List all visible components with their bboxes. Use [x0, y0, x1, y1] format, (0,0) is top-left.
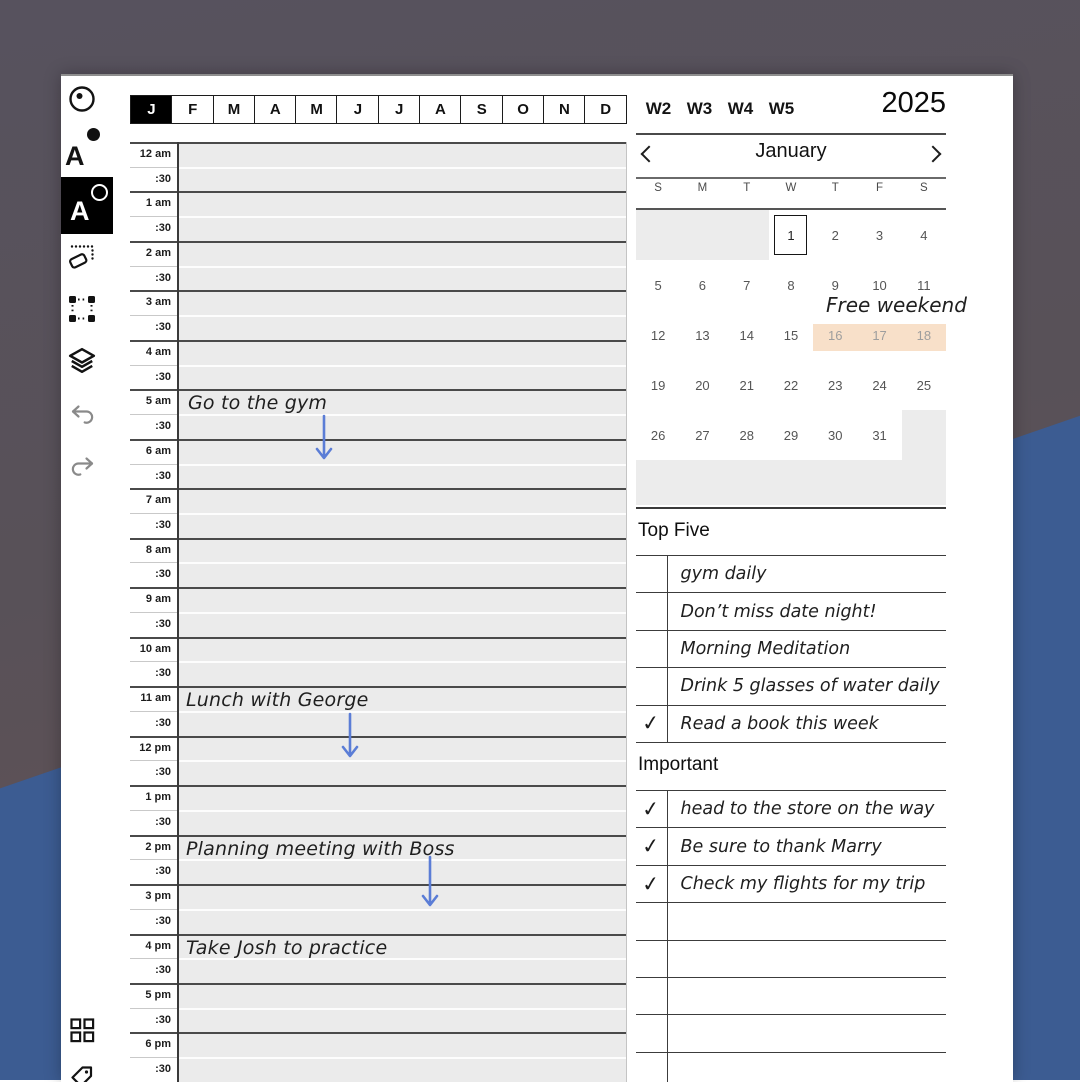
day-header: T: [725, 182, 769, 194]
time-slot-row: [130, 464, 627, 489]
todo-row[interactable]: [636, 592, 946, 629]
calendar-day-empty: [636, 210, 680, 260]
handwritten-event[interactable]: [188, 392, 327, 414]
todo-row[interactable]: [636, 790, 946, 827]
compass-tool-icon[interactable]: [68, 85, 96, 113]
todo-row[interactable]: [636, 705, 946, 742]
pen-color-dot-icon: [87, 128, 100, 141]
time-slot-row: [130, 488, 627, 513]
day-header: S: [902, 182, 946, 194]
todo-text: Check my flights for my trip: [668, 866, 926, 902]
todo-checkbox[interactable]: [636, 1015, 668, 1051]
time-label: :30: [130, 266, 177, 291]
todo-checkbox[interactable]: [636, 631, 668, 667]
calendar-day-11[interactable]: 11: [902, 260, 946, 310]
month-tab-may[interactable]: M: [295, 95, 338, 124]
todo-row[interactable]: [636, 630, 946, 667]
right-panel: [636, 76, 946, 1082]
time-label: 2 pm: [130, 835, 177, 860]
time-cell[interactable]: [177, 711, 627, 736]
chevron-right-icon: [925, 146, 942, 163]
todo-text: gym daily: [668, 556, 767, 592]
time-slot-row: [130, 439, 627, 464]
calendar-day-20[interactable]: 20: [680, 360, 724, 410]
todo-checkbox[interactable]: [636, 903, 668, 939]
time-slot-row: [130, 191, 627, 216]
time-cell[interactable]: [177, 983, 627, 1008]
time-cell[interactable]: [177, 785, 627, 810]
time-label: :30: [130, 562, 177, 587]
calendar-day-10[interactable]: 10: [857, 260, 901, 310]
time-slot-row: [130, 290, 627, 315]
todo-text: Morning Meditation: [668, 631, 851, 667]
todo-text: [668, 941, 681, 977]
time-slot-row: [130, 241, 627, 266]
time-slot-row: [130, 216, 627, 241]
time-cell[interactable]: [177, 414, 627, 439]
time-cell[interactable]: [177, 538, 627, 563]
handwritten-event[interactable]: [186, 937, 387, 959]
time-slot-row: [130, 785, 627, 810]
time-slot-row: [130, 909, 627, 934]
next-month-button[interactable]: [922, 145, 944, 163]
calendar-day-3[interactable]: 3: [857, 210, 901, 260]
time-label: 12 am: [130, 142, 177, 167]
todo-row-empty[interactable]: [636, 902, 946, 939]
highlighter-tool-selected-icon[interactable]: A: [61, 177, 113, 234]
calendar-day-14[interactable]: 14: [725, 310, 769, 360]
check-icon: ✓: [641, 835, 661, 858]
time-slot-row: [130, 637, 627, 662]
todo-row-empty[interactable]: [636, 977, 946, 1014]
month-tab-jan[interactable]: J: [130, 95, 173, 124]
calendar-month-title: January: [636, 140, 946, 163]
time-cell[interactable]: [177, 1057, 627, 1082]
handwritten-event[interactable]: [186, 689, 369, 711]
calendar-day-24[interactable]: 24: [857, 360, 901, 410]
time-slot-row: [130, 538, 627, 563]
calendar-day-8[interactable]: 8: [769, 260, 813, 310]
calendar-day-25[interactable]: 25: [902, 360, 946, 410]
calendar-day-6[interactable]: 6: [680, 260, 724, 310]
time-label: :30: [130, 958, 177, 983]
time-label: 1 pm: [130, 785, 177, 810]
redo-icon[interactable]: [69, 455, 96, 476]
divider: [636, 177, 946, 179]
time-cell[interactable]: [177, 909, 627, 934]
calendar-trailing-gray-row: [636, 460, 946, 505]
time-label: 6 pm: [130, 1032, 177, 1057]
month-tab-jun[interactable]: J: [336, 95, 379, 124]
calendar-day-5[interactable]: 5: [636, 260, 680, 310]
time-label: :30: [130, 810, 177, 835]
time-slot-row: [130, 340, 627, 365]
calendar-day-empty: [725, 210, 769, 260]
calendar-day-26[interactable]: 26: [636, 410, 680, 460]
important-title: Important: [638, 754, 718, 776]
week-tab-w3[interactable]: W3: [679, 96, 720, 122]
time-label: :30: [130, 1057, 177, 1082]
arrow-down-icon[interactable]: [419, 855, 441, 909]
time-label: :30: [130, 315, 177, 340]
todo-text: [668, 1053, 681, 1082]
time-label: :30: [130, 513, 177, 538]
time-cell[interactable]: [177, 464, 627, 489]
time-cell[interactable]: [177, 562, 627, 587]
calendar-day-headers: [636, 182, 946, 194]
month-tab-apr[interactable]: A: [254, 95, 297, 124]
todo-row[interactable]: [636, 667, 946, 704]
time-slot-row: [130, 167, 627, 192]
time-slot-row: [130, 365, 627, 390]
month-tab-feb[interactable]: F: [171, 95, 214, 124]
calendar-day-13[interactable]: 13: [680, 310, 724, 360]
month-tabs: [130, 95, 627, 124]
day-header: W: [769, 182, 813, 194]
toolbar-sidebar: [61, 76, 130, 1082]
time-cell[interactable]: [177, 167, 627, 192]
todo-checkbox[interactable]: [636, 828, 668, 864]
arrow-down-icon[interactable]: [339, 712, 361, 760]
day-header: T: [813, 182, 857, 194]
divider: [636, 507, 946, 509]
time-slot-row: [130, 513, 627, 538]
todo-checkbox[interactable]: [636, 706, 668, 742]
calendar-day-31[interactable]: 31: [857, 410, 901, 460]
calendar-day-4[interactable]: 4: [902, 210, 946, 260]
time-cell[interactable]: [177, 191, 627, 216]
calendar-day-15[interactable]: 15: [769, 310, 813, 360]
time-label: :30: [130, 464, 177, 489]
calendar-day-22[interactable]: 22: [769, 360, 813, 410]
time-cell[interactable]: [177, 661, 627, 686]
free-weekend-note[interactable]: Free weekend: [826, 293, 967, 317]
todo-row[interactable]: [636, 555, 946, 592]
page-grid-icon[interactable]: [70, 1018, 95, 1043]
today-box: 1: [774, 215, 807, 255]
time-slot-row: [130, 711, 627, 736]
check-icon: ✓: [641, 873, 661, 896]
todo-checkbox[interactable]: [636, 941, 668, 977]
time-slot-row: [130, 810, 627, 835]
month-tab-mar[interactable]: M: [213, 95, 256, 124]
day-header: M: [680, 182, 724, 194]
time-cell[interactable]: [177, 266, 627, 291]
todo-checkbox[interactable]: [636, 556, 668, 592]
time-label: 11 am: [130, 686, 177, 711]
time-label: :30: [130, 909, 177, 934]
event-text: Planning meeting with Boss: [186, 838, 455, 860]
time-label: 5 am: [130, 389, 177, 414]
highlighter-color-ring-icon: [91, 184, 108, 201]
calendar-day-7[interactable]: 7: [725, 260, 769, 310]
time-slot-row: [130, 661, 627, 686]
divider: [636, 133, 946, 135]
event-text: Take Josh to practice: [186, 937, 387, 959]
todo-row-empty[interactable]: [636, 940, 946, 977]
time-cell[interactable]: [177, 241, 627, 266]
time-label: 6 am: [130, 439, 177, 464]
time-cell[interactable]: [177, 1008, 627, 1033]
handwritten-event[interactable]: [186, 838, 455, 860]
time-cell[interactable]: [177, 488, 627, 513]
time-cell[interactable]: [177, 760, 627, 785]
calendar-day-12[interactable]: 12: [636, 310, 680, 360]
week-tab-w2[interactable]: W2: [638, 96, 679, 122]
todo-row[interactable]: [636, 827, 946, 864]
todo-text: Don’t miss date night!: [668, 593, 877, 629]
todo-checkbox[interactable]: [636, 1053, 668, 1082]
time-cell[interactable]: [177, 513, 627, 538]
calendar-day-1[interactable]: [769, 210, 813, 260]
time-slot-row: [130, 315, 627, 340]
time-cell[interactable]: [177, 142, 627, 167]
time-label: :30: [130, 216, 177, 241]
todo-row-empty[interactable]: [636, 1014, 946, 1051]
top-five-title: Top Five: [638, 520, 710, 542]
time-label: :30: [130, 760, 177, 785]
time-label: 12 pm: [130, 736, 177, 761]
calendar-day-29[interactable]: 29: [769, 410, 813, 460]
check-icon: ✓: [641, 798, 661, 821]
time-cell[interactable]: [177, 958, 627, 983]
mini-calendar: [636, 210, 946, 460]
month-tab-oct[interactable]: O: [502, 95, 545, 124]
time-label: 5 pm: [130, 983, 177, 1008]
time-slot-row: [130, 1008, 627, 1033]
time-slot-row: [130, 859, 627, 884]
time-label: 2 am: [130, 241, 177, 266]
time-slot-row: [130, 414, 627, 439]
year-label: 2025: [881, 87, 946, 120]
time-cell[interactable]: [177, 1032, 627, 1057]
month-tab-dec[interactable]: D: [584, 95, 627, 124]
calendar-day-9[interactable]: 9: [813, 260, 857, 310]
calendar-day-28[interactable]: 28: [725, 410, 769, 460]
selection-tool-icon[interactable]: [69, 296, 95, 322]
time-slot-row: [130, 142, 627, 167]
calendar-day-21[interactable]: 21: [725, 360, 769, 410]
time-cell[interactable]: [177, 859, 627, 884]
day-header: F: [857, 182, 901, 194]
todo-row-empty[interactable]: [636, 1052, 946, 1082]
time-label: :30: [130, 414, 177, 439]
top-five-list: [636, 555, 946, 743]
week-tab-w5[interactable]: W5: [761, 96, 802, 122]
calendar-day-27[interactable]: 27: [680, 410, 724, 460]
todo-checkbox[interactable]: [636, 978, 668, 1014]
event-text: Go to the gym: [188, 392, 327, 414]
time-slot-row: [130, 1057, 627, 1082]
time-cell[interactable]: [177, 439, 627, 464]
arrow-down-icon[interactable]: [313, 414, 335, 462]
eraser-tool-icon[interactable]: [69, 244, 95, 270]
planner-app-window: [61, 74, 1013, 1082]
time-cell[interactable]: [177, 884, 627, 909]
tag-icon[interactable]: [69, 1064, 95, 1082]
calendar-day-empty: [902, 410, 946, 460]
time-label: 10 am: [130, 637, 177, 662]
time-label: :30: [130, 1008, 177, 1033]
month-tab-nov[interactable]: N: [543, 95, 586, 124]
time-label: :30: [130, 167, 177, 192]
time-slot-row: [130, 983, 627, 1008]
calendar-day-2[interactable]: 2: [813, 210, 857, 260]
event-text: Lunch with George: [186, 689, 369, 711]
todo-text: Read a book this week: [668, 706, 879, 742]
todo-checkbox[interactable]: [636, 593, 668, 629]
calendar-day-19[interactable]: 19: [636, 360, 680, 410]
calendar-day-30[interactable]: 30: [813, 410, 857, 460]
time-label: :30: [130, 612, 177, 637]
calendar-day-17[interactable]: 17: [857, 310, 901, 360]
important-list: [636, 790, 946, 1082]
time-slot-row: [130, 562, 627, 587]
time-cell[interactable]: [177, 810, 627, 835]
time-slot-row: [130, 612, 627, 637]
check-icon: ✓: [641, 712, 661, 735]
todo-text: head to the store on the way: [668, 791, 935, 827]
calendar-day-16[interactable]: 16: [813, 310, 857, 360]
time-cell[interactable]: [177, 587, 627, 612]
time-cell[interactable]: [177, 365, 627, 390]
time-label: :30: [130, 859, 177, 884]
time-label: :30: [130, 365, 177, 390]
todo-text: Be sure to thank Marry: [668, 828, 882, 864]
month-tab-aug[interactable]: A: [419, 95, 462, 124]
time-label: 4 pm: [130, 934, 177, 959]
time-slot-row: [130, 760, 627, 785]
layers-icon[interactable]: [68, 347, 96, 375]
time-label: 1 am: [130, 191, 177, 216]
todo-text: Drink 5 glasses of water daily: [668, 668, 940, 704]
todo-row[interactable]: [636, 865, 946, 902]
time-label: 9 am: [130, 587, 177, 612]
todo-checkbox[interactable]: [636, 668, 668, 704]
time-label: 7 am: [130, 488, 177, 513]
time-label: 4 am: [130, 340, 177, 365]
time-label: 3 pm: [130, 884, 177, 909]
time-label: 3 am: [130, 290, 177, 315]
todo-checkbox[interactable]: [636, 866, 668, 902]
month-tab-jul[interactable]: J: [378, 95, 421, 124]
pen-tool-icon[interactable]: A: [63, 128, 103, 170]
time-cell[interactable]: [177, 340, 627, 365]
todo-text: [668, 978, 681, 1014]
time-label: :30: [130, 711, 177, 736]
time-cell[interactable]: [177, 736, 627, 761]
todo-text: [668, 903, 681, 939]
calendar-day-empty: [680, 210, 724, 260]
undo-icon[interactable]: [69, 403, 96, 424]
calendar-day-23[interactable]: 23: [813, 360, 857, 410]
time-label: :30: [130, 661, 177, 686]
time-slot-row: [130, 884, 627, 909]
time-slot-row: [130, 958, 627, 983]
time-cell[interactable]: [177, 216, 627, 241]
day-header: S: [636, 182, 680, 194]
time-cell[interactable]: [177, 637, 627, 662]
todo-checkbox[interactable]: [636, 791, 668, 827]
calendar-day-18[interactable]: 18: [902, 310, 946, 360]
time-slot-row: [130, 266, 627, 291]
time-slot-row: [130, 736, 627, 761]
todo-text: [668, 1015, 681, 1051]
time-cell[interactable]: [177, 315, 627, 340]
time-slot-row: [130, 1032, 627, 1057]
time-slot-row: [130, 587, 627, 612]
week-tab-w4[interactable]: W4: [720, 96, 761, 122]
time-cell[interactable]: [177, 290, 627, 315]
time-cell[interactable]: [177, 612, 627, 637]
time-label: 8 am: [130, 538, 177, 563]
month-tab-sep[interactable]: S: [460, 95, 503, 124]
